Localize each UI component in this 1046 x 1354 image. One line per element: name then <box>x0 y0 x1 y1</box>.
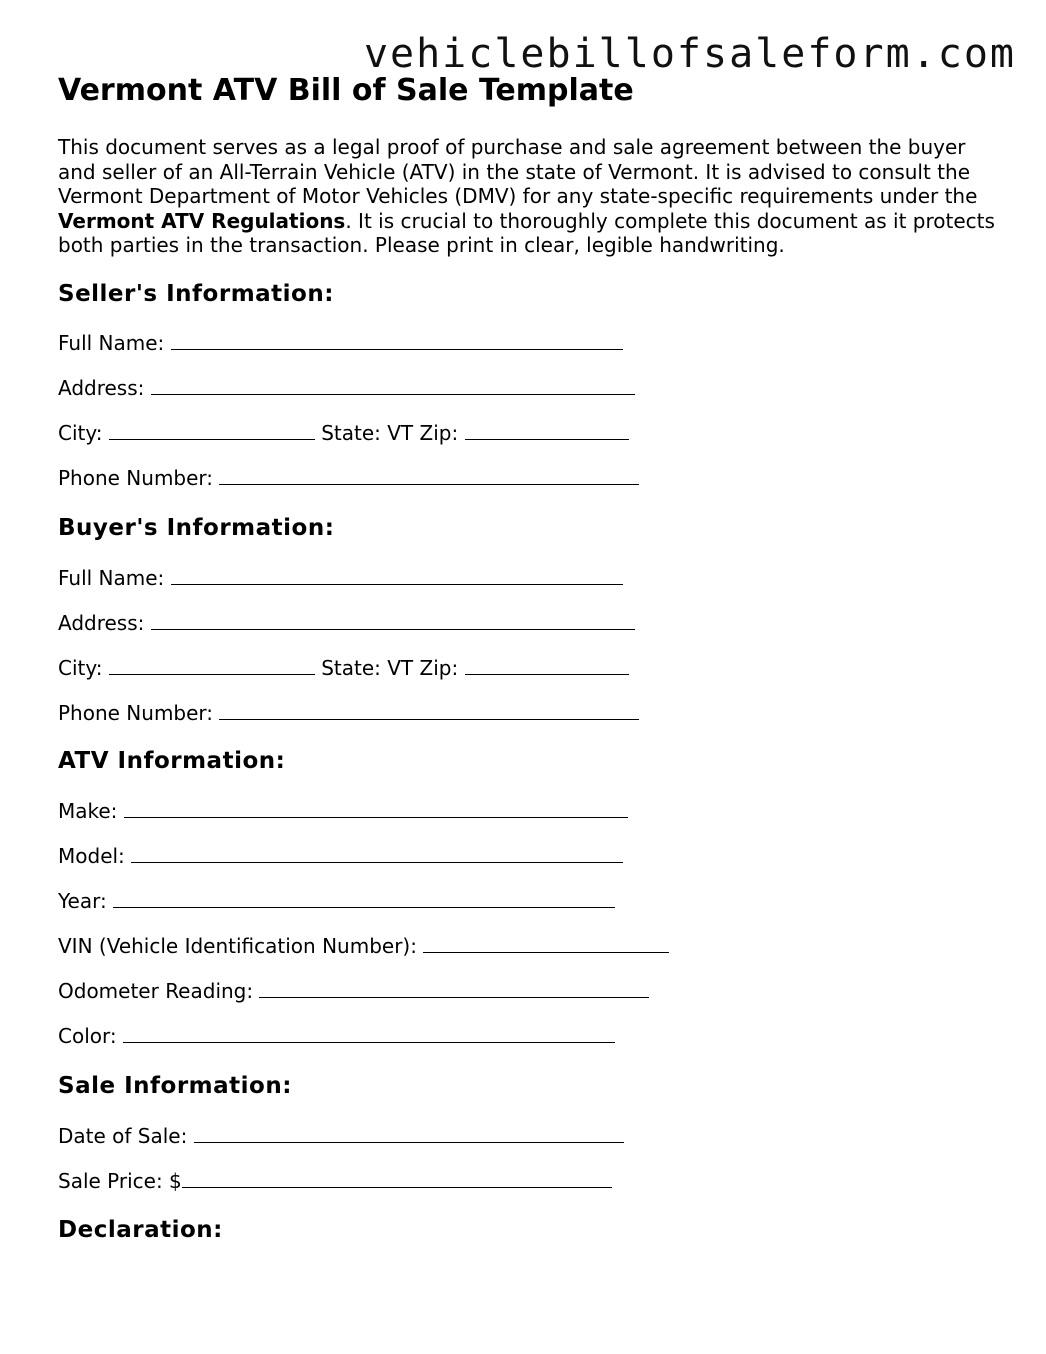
buyer-phone-row <box>58 700 639 726</box>
seller-zip-label: Zip: <box>419 421 459 445</box>
atv-year-row <box>58 888 615 914</box>
buyer-city-label: City: <box>58 656 103 680</box>
atv-section-heading: ATV Information: <box>58 748 286 774</box>
seller-full-name-blank[interactable] <box>171 331 623 350</box>
buyer-address-label: Address: <box>58 611 145 635</box>
atv-model-row <box>58 843 623 869</box>
buyer-full-name-label: Full Name: <box>58 566 165 590</box>
seller-full-name-row <box>58 330 623 356</box>
atv-color-row <box>58 1023 615 1049</box>
intro-text-part2: . It is crucial to thoroughly complete this document as it protects both parties in the transaction. Please print in clear, legible handwriting. <box>58 208 995 257</box>
buyer-city-blank[interactable] <box>109 656 315 675</box>
seller-section-heading: Seller's Information: <box>58 281 334 307</box>
site-watermark: vehiclebillofsaleform.com <box>363 31 1016 77</box>
sale-price-row <box>58 1168 612 1194</box>
atv-vin-row <box>58 933 669 959</box>
buyer-zip-blank[interactable] <box>465 656 629 675</box>
seller-phone-row <box>58 465 639 491</box>
buyer-city-state-zip-row <box>58 655 629 681</box>
sale-price-label: Sale Price: $ <box>58 1169 182 1193</box>
seller-city-label: City: <box>58 421 103 445</box>
atv-odometer-row <box>58 978 649 1004</box>
atv-color-label: Color: <box>58 1024 117 1048</box>
atv-model-blank[interactable] <box>131 844 623 863</box>
buyer-state-label: State: VT <box>321 656 414 680</box>
seller-full-name-label: Full Name: <box>58 331 165 355</box>
atv-model-label: Model: <box>58 844 125 868</box>
atv-make-label: Make: <box>58 799 118 823</box>
sale-date-blank[interactable] <box>194 1124 624 1143</box>
intro-text-part1: This document serves as a legal proof of purchase and sale agreement between the buyer and seller of an All-Terrain Vehicle (ATV) in the state of Vermont. It is advised to consult the Vermont Department of Motor Vehicles (DMV) for any state-specific requirements under the <box>58 135 978 208</box>
seller-city-state-zip-row <box>58 420 629 446</box>
atv-vin-blank[interactable] <box>423 934 669 953</box>
buyer-full-name-row <box>58 565 623 591</box>
seller-city-blank[interactable] <box>109 421 315 440</box>
seller-phone-label: Phone Number: <box>58 466 214 490</box>
seller-zip-blank[interactable] <box>465 421 629 440</box>
sale-date-row <box>58 1123 624 1149</box>
buyer-full-name-blank[interactable] <box>171 566 623 585</box>
atv-odometer-label: Odometer Reading: <box>58 979 254 1003</box>
buyer-section-heading: Buyer's Information: <box>58 515 335 541</box>
seller-address-row <box>58 375 635 401</box>
atv-vin-label: VIN (Vehicle Identification Number): <box>58 934 417 958</box>
sale-price-blank[interactable] <box>182 1169 612 1188</box>
seller-state-label: State: VT <box>321 421 414 445</box>
intro-paragraph <box>58 135 1008 258</box>
sale-section-heading: Sale Information: <box>58 1073 292 1099</box>
atv-odometer-blank[interactable] <box>259 979 649 998</box>
page-title: Vermont ATV Bill of Sale Template <box>58 73 634 108</box>
intro-text-bold: Vermont ATV Regulations <box>58 208 346 233</box>
sale-date-label: Date of Sale: <box>58 1124 188 1148</box>
buyer-zip-label: Zip: <box>419 656 459 680</box>
buyer-address-blank[interactable] <box>151 611 635 630</box>
buyer-address-row <box>58 610 635 636</box>
declaration-section-heading: Declaration: <box>58 1217 223 1243</box>
seller-address-blank[interactable] <box>151 376 635 395</box>
seller-address-label: Address: <box>58 376 145 400</box>
atv-color-blank[interactable] <box>123 1024 615 1043</box>
seller-phone-blank[interactable] <box>219 466 639 485</box>
buyer-phone-blank[interactable] <box>219 701 639 720</box>
atv-year-label: Year: <box>58 889 107 913</box>
atv-year-blank[interactable] <box>113 889 615 908</box>
atv-make-blank[interactable] <box>124 799 628 818</box>
buyer-phone-label: Phone Number: <box>58 701 214 725</box>
atv-make-row <box>58 798 628 824</box>
